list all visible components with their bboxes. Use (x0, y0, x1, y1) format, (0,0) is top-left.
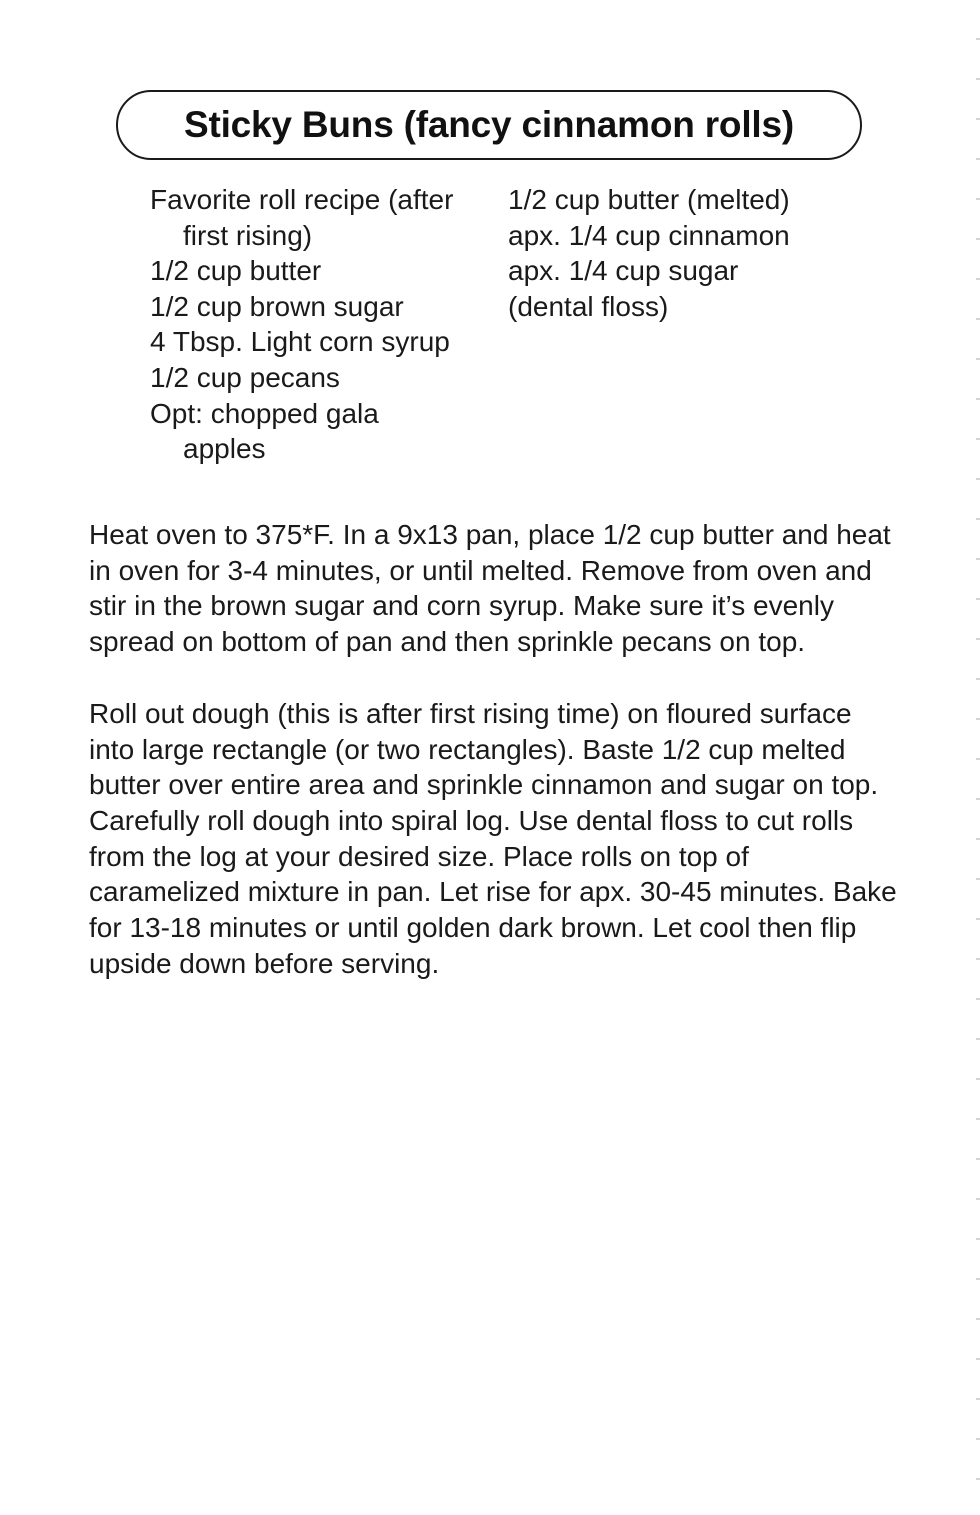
recipe-directions (89, 517, 899, 1017)
ingredient-item: 1/2 cup pecans (150, 361, 340, 393)
ingredient-item: 4 Tbsp. Light corn syrup (150, 326, 450, 358)
direction-paragraph: Heat oven to 375*F. In a 9x13 pan, place 1/2 cup butter and heat in oven for 3-4 minutes, or until melted. Remove from oven and stir in the brown sugar and corn syrup. Make sure it’s evenly spread on bottom of pan and then sprinkle pecans on top. (89, 519, 891, 658)
ingredient-item: Opt: chopped gala apples (150, 397, 379, 465)
page-edge-marks (976, 0, 980, 1515)
ingredients-right-column (508, 182, 848, 324)
recipe-title: Sticky Buns (fancy cinnamon rolls) (183, 104, 794, 145)
direction-paragraph: Roll out dough (this is after first rising time) on floured surface into large rectangle (or two rectangles). Baste 1/2 cup melted butter over entire area and sprinkle cinnamon and sugar on top. Carefully roll dough into spiral log. Use dental floss to cut rolls from the log at your desired size. Place rolls on top of caramelized mixture in pan. Let rise for apx. 30-45 minutes. Bake for 13-18 minutes or until golden dark brown. Let cool then flip upside down before serving. (89, 697, 897, 979)
ingredient-item: 1/2 cup butter (melted) (508, 184, 790, 215)
ingredient-item: 1/2 cup brown sugar (150, 290, 404, 322)
recipe-title-box (116, 90, 862, 160)
ingredient-item: 1/2 cup butter (150, 255, 322, 287)
ingredient-item: Favorite roll recipe (after first rising) (150, 184, 454, 251)
ingredient-item: apx. 1/4 cup sugar (508, 255, 739, 287)
ingredient-item: apx. 1/4 cup cinnamon (508, 219, 790, 251)
ingredient-item: (dental floss) (508, 290, 669, 322)
ingredients-left-column (150, 182, 490, 467)
